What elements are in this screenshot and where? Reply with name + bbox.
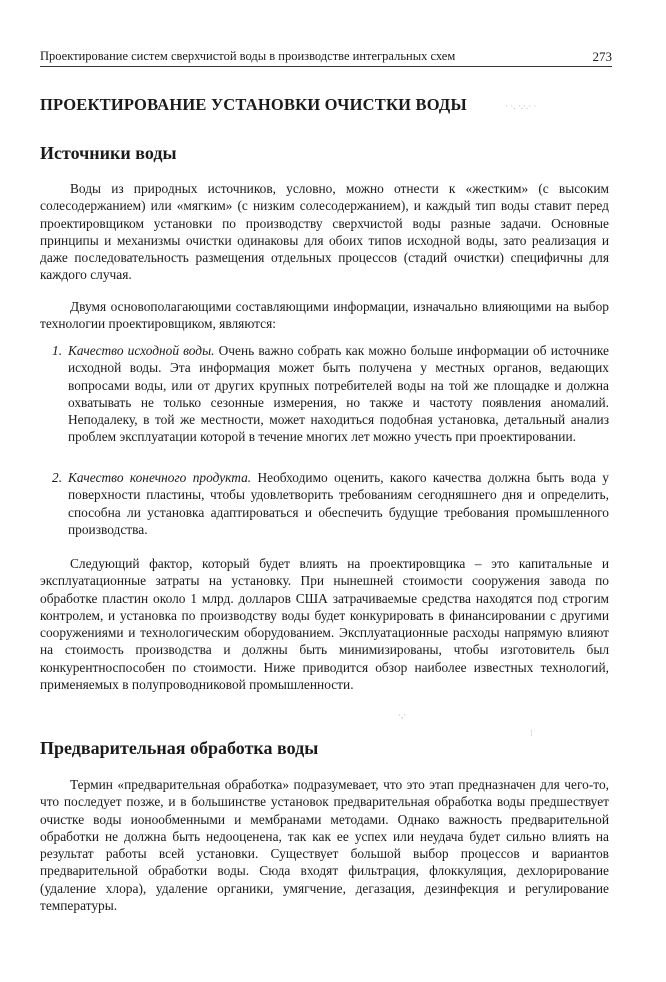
list-item-product-quality bbox=[52, 469, 609, 538]
list-item-number: 1. bbox=[52, 343, 63, 358]
running-header bbox=[40, 48, 612, 67]
section-heading-pretreatment: Предварительная обработка воды bbox=[40, 738, 319, 758]
list-item-text: Очень важно собрать как можно больше информации об источнике исходной воды. Эта информация может быть получена у местных органов, ведающих вопросами воды, или от других крупных потребителей воды на той же площадке и должна охватывать не только сезонные измерения, но также и частоту появления аномалий. Неподалеку, в той же местности, может находиться подобная установка, детальный анализ проблем эксплуатации которой в течение многих лет можно учесть при проектировании. bbox=[68, 343, 610, 445]
list-item-body bbox=[68, 342, 609, 446]
scan-speck: ·,· bbox=[398, 710, 407, 720]
list-item-lead: Качество конечного продукта. bbox=[68, 470, 252, 485]
paragraph-costs bbox=[40, 555, 609, 693]
list-item-source-water-quality bbox=[52, 342, 609, 446]
running-title: Проектирование систем сверхчистой воды в производстве интегральных схем bbox=[40, 49, 456, 63]
list-item-body bbox=[68, 469, 609, 538]
page-number: 273 bbox=[592, 49, 612, 64]
scan-speck: ⁝ bbox=[530, 728, 533, 738]
section-heading-water-sources: Источники воды bbox=[40, 143, 177, 163]
paragraph-text: Термин «предварительная обработка» подразумевает, что это этап предназначен для чего-то, что последует позже, и в большинстве установок предварительная обработка воды предшествует очистке воды ионообменными и мембранами методами. Однако важность предварительной обработки не должна быть недооценена, так как ее успех или неудача будет сильно влиять на результат работы всей установки. Существует большой выбор процессов и вариантов предварительной обработки воды. Сюда входят фильтрация, флоккуляция, дехлорирование (удаление хлора), удаление органики, умягчение, дегазация, дезинфекция и регулирование температуры. bbox=[40, 777, 609, 914]
paragraph-text: Двумя основополагающими составляющими информации, изначально влияющими на выбор технологии проектировщиком, являются: bbox=[40, 299, 609, 332]
chapter-title: ПРОЕКТИРОВАНИЕ УСТАНОВКИ ОЧИСТКИ ВОДЫ bbox=[40, 95, 467, 114]
paragraph-text: Воды из природных источников, условно, можно отнести к «жестким» (с высоким солесодержанием) или «мягким» (с низким солесодержанием), и каждый тип воды ставит перед проектировщиком установки по производству сверхчистой воды разные задачи. Основные принципы и механизмы очистки одинаковы для обоих типов исходной воды, зато реализация и даже последовательность размещения отдельных процессов (стадий очистки) специфичны для каждого случая. bbox=[40, 181, 609, 283]
list-item-text: Необходимо оценить, какого качества должна быть вода у поверхности пластины, чтобы удовлетворить требованиям сегодняшнего дня и определить, способна ли установка адаптироваться и обеспечить будущие требования промышленного производства. bbox=[68, 470, 610, 537]
paragraph-text: Следующий фактор, который будет влиять на проектировщика – это капитальные и эксплуатационные затраты на установку. При нынешней стоимости сооружения завода по обработке пластин около 1 млрд. долларов США затрачиваемые средства находятся под строгим контролем, и установка по производству воды будет конкурировать в финансировании с другими сооружениями и технологическим оборудованием. Эксплуатационные расходы напрямую влияют на стоимость производства и должны быть минимизированы, чтобы изготовитель был конкурентноспособен по стоимости. Ниже приводится обзор наиболее известных технологий, применяемых в полупроводниковой промышленности. bbox=[40, 556, 609, 693]
paragraph-water-sources-intro bbox=[40, 180, 609, 284]
paragraph-basic-info bbox=[40, 298, 609, 333]
paragraph-pretreatment bbox=[40, 776, 609, 914]
list-item-lead: Качество исходной воды. bbox=[68, 343, 215, 358]
scan-speck: · ·. ·.·.· · bbox=[505, 101, 537, 111]
list-item-number: 2. bbox=[52, 470, 63, 485]
